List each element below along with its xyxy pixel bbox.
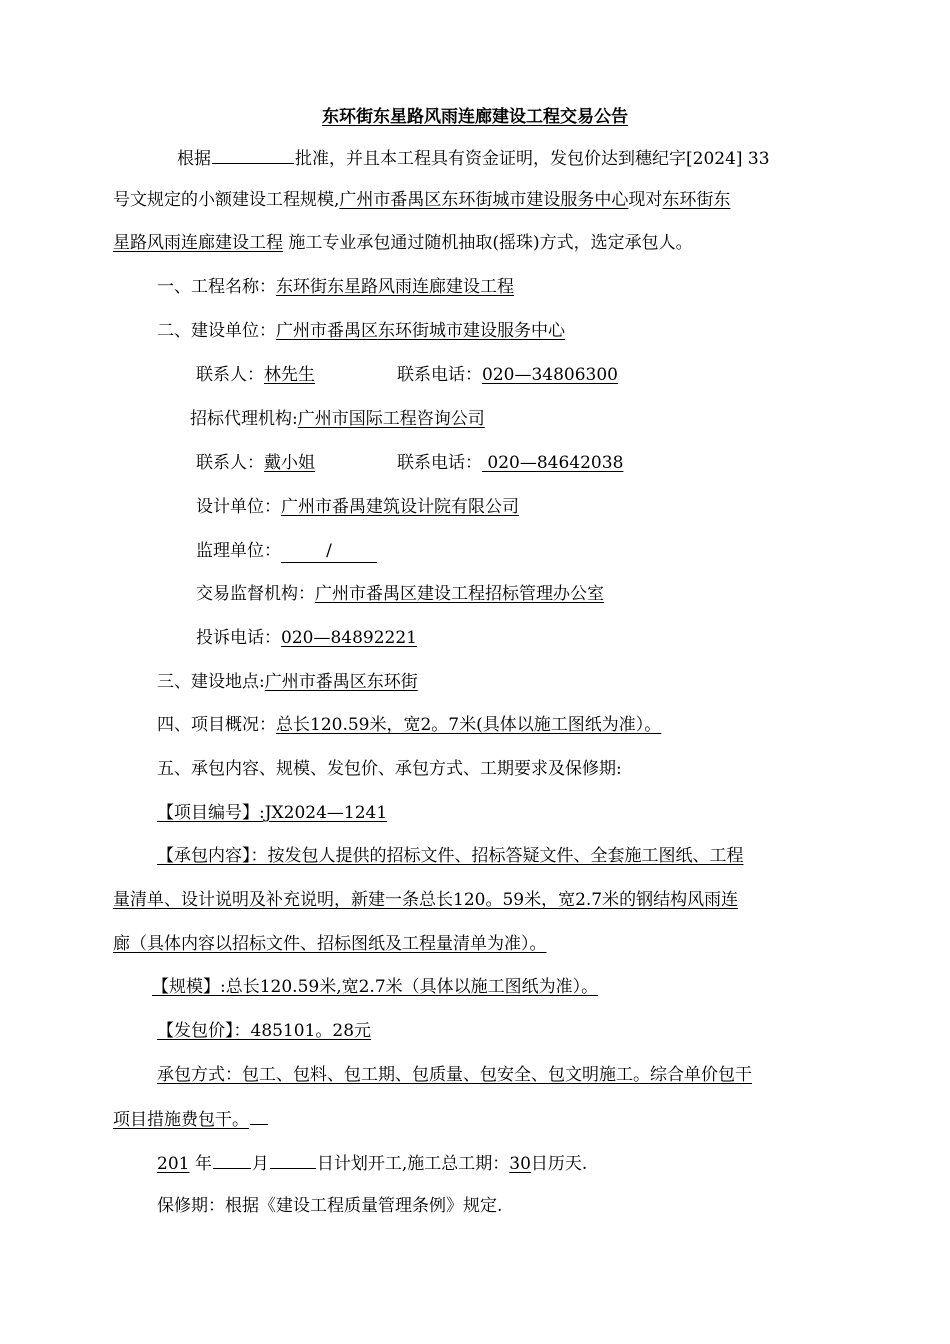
field-label: 二、建设单位： [157,321,276,341]
phone-number: 020—84892221 [281,628,417,648]
field-value: 广州市番禺建筑设计院有限公司 [281,497,519,517]
project-name: 星路风雨连廊建设工程 [113,233,283,253]
field-label: 设计单位： [196,497,281,517]
field-value: 广州市番禺区建设工程招标管理办公室 [315,584,604,604]
field-label: 【项目编号】 [157,803,259,823]
field-value: 广州市番禺区东环街 [264,672,418,692]
intro-text: 施工专业承包通过随机抽取(摇珠)方式，选定承包人。 [283,233,693,253]
day-blank [270,1151,316,1169]
section-location [157,671,418,693]
field-label: 联系人： [196,365,264,385]
field-label: 三、建设地点: [157,672,265,692]
field-value: ：按发包人提供的招标文件、招标答疑文件、全套施工图纸、工程 [250,846,744,866]
field-label: 联系电话： [397,365,482,385]
item-number-text [157,802,501,824]
field-label: 招标代理机构: [190,409,298,429]
page-title: 东环街东星路风雨连廊建设工程交易公告 [322,107,628,127]
field-value: 廊（具体内容以招标文件、招标图纸及工程量清单为准）。 [113,934,547,954]
phone-number: 020—84642038 [482,453,624,473]
warranty [157,1195,502,1217]
contract-content-line-2 [113,889,738,911]
contract-content-line-3 [113,933,547,955]
agent [190,408,485,430]
field-value: 总长120.59米，宽2。7米(具体以施工图纸为准）。 [276,715,662,735]
section-overview [157,714,661,736]
owner-phone [397,364,618,386]
supervisor [196,540,377,563]
field-value: :JX2024—1241 [259,803,388,823]
intro-text: 根据 [177,149,211,169]
field-label: 承包方式： [157,1065,242,1085]
field-label: 一、工程名称： [157,277,276,297]
field-value: 量清单、设计说明及补充说明，新建一条总长120。59米，宽2.7米的钢结构风雨连 [113,890,739,910]
item-number [157,802,501,824]
phone-number: 020—34806300 [482,365,618,385]
scale [152,976,598,998]
contract-mode-line-2 [113,1107,269,1131]
field-label: 联系电话： [397,453,482,473]
project-name: 东环街东 [662,190,731,210]
section-owner [157,320,565,342]
field-label: 联系人： [196,453,264,473]
section-contract [157,758,622,780]
intro-text: 现对 [628,190,663,210]
schedule [157,1151,587,1175]
agent-contact [196,452,315,474]
schedule-text: 月 [251,1154,269,1174]
intro-line-2 [113,189,730,211]
mode-blank [250,1107,268,1125]
section-heading: 五、承包内容、规模、发包价、承包方式、工期要求及保修期: [157,759,622,779]
complaint-phone [196,627,417,649]
agent-phone [397,452,623,474]
field-label: 【承包内容】 [157,846,251,866]
field-value: ：485101。28元 [233,1021,372,1041]
field-value: 东环街东星路风雨连廊建设工程 [276,277,514,297]
field-value: 包工、包料、包工期、包质量、包安全、包文明施工。综合单价包干 [242,1065,752,1085]
field-label: 交易监督机构： [196,584,315,604]
intro-line-3 [113,232,693,254]
field-label: 【发包价】 [157,1021,234,1041]
field-value: 广州市番禺区东环街城市建设服务中心 [276,321,565,341]
field-label: 监理单位： [196,541,281,561]
section-project-name [157,276,514,298]
designer [196,496,519,518]
schedule-text: 日历天. [530,1154,588,1174]
field-label: 【规模】 [152,977,220,997]
field-value: 广州市国际工程咨询公司 [297,409,485,429]
contract-content-line-1 [157,845,744,867]
field-value: / [281,540,377,563]
field-label: 四、项目概况： [157,715,276,735]
contact-name: 戴小姐 [264,453,315,473]
owner-name: 广州市番禺区东环街城市建设服务中心 [339,190,629,210]
start-year: 201 [157,1154,190,1174]
owner-contact [196,364,315,386]
field-value: :总长120.59米,宽2.7米（具体以施工图纸为准）。 [220,977,599,997]
month-blank [213,1151,251,1169]
field-value: 项目措施费包干。 [113,1110,249,1130]
intro-line-1 [177,146,770,170]
contract-price [157,1020,371,1042]
schedule-text: 日计划开工,施工总工期： [316,1154,510,1174]
approval-blank [212,146,294,164]
duration-days: 30 [509,1154,531,1174]
contact-name: 林先生 [264,365,315,385]
monitor-agency [196,583,604,605]
intro-text: 号文规定的小额建设工程规模, [113,190,340,210]
contract-mode-line-1 [157,1064,752,1086]
field-label: 投诉电话： [196,628,281,648]
schedule-text: 年 [194,1154,212,1174]
warranty-text: 保修期：根据《建设工程质量管理条例》规定. [157,1196,503,1216]
intro-text: 批准，并且本工程具有资金证明，发包价达到穗纪字[2024] 33 [295,149,770,169]
